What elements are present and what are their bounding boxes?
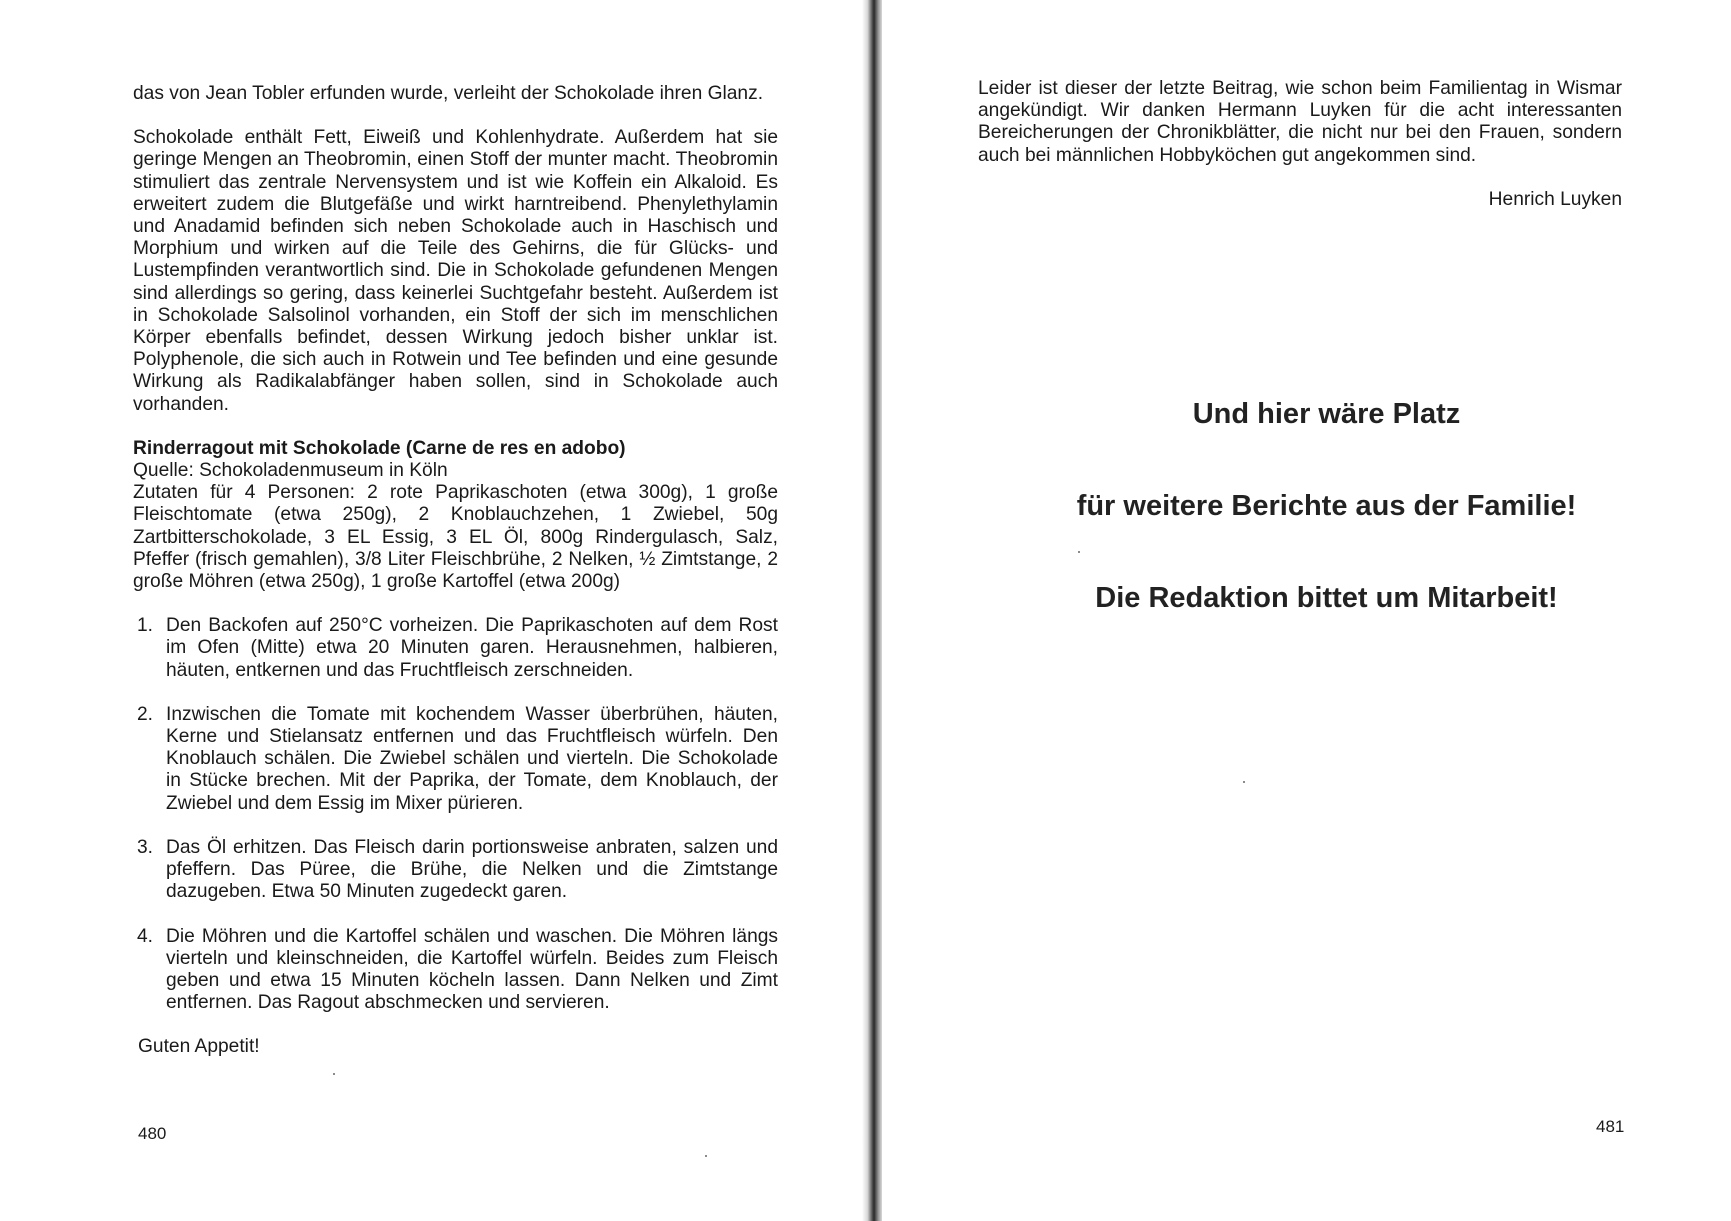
step-number: 2. xyxy=(137,703,154,725)
chocolate-info-paragraph: Schokolade enthält Fett, Eiweiß und Kohlenhydrate. Außerdem hat sie geringe Mengen an Theobromin, einen Stoff der munter macht. Theobromin stimuliert das zentrale Nervensystem und ist wie Koffein ein Alkaloid. Es erweitert zudem die Blutgefäße und wirkt harntreibend. Phenylethylamin und Anadamid befinden sich neben Schokolade auch in Haschisch und Morphium und wirken auf die Teile des Gehirns, die für Glücks- und Lustempfinden verantwortlich sind. Die in Schokolade gefundenen Mengen sind allerdings so gering, dass keinerlei Suchtgefahr besteht. Außerdem ist in Schokolade Salsolinol vorhanden, ein Stoff der sich im menschlichen Körper ebenfalls befindet, dessen Wirkung jedoch bisher unklar ist. Polyphenole, die sich auch in Rotwein und Tee befinden und eine gesunde Wirkung als Radikalabfänger haben sollen, sind in Schokolade auch vorhanden. xyxy=(133,127,778,415)
step-number: 3. xyxy=(137,836,154,858)
page-number-right: 481 xyxy=(1596,1117,1625,1136)
closing-paragraph: Leider ist dieser der letzte Beitrag, wie schon beim Familientag in Wismar angekündigt. Wir danken Hermann Luyken für die acht interessanten Bereicherungen der Chronikblätter, die nicht nur bei den Frauen, sondern auch bei männlichen Hobbyköchen gut angekommen sind. xyxy=(978,78,1622,166)
step-number: 4. xyxy=(137,925,154,947)
closing-line: Guten Appetit! xyxy=(138,1036,260,1058)
step-text: Den Backofen auf 250°C vorheizen. Die Paprikaschoten auf dem Rost im Ofen (Mitte) etwa 20 Minuten garen. Herausnehmen, halbieren, häuten, entkernen und das Fruchtfleisch zerschneiden. xyxy=(166,615,778,681)
recipe-steps xyxy=(133,615,778,1014)
step-text: Inzwischen die Tomate mit kochendem Wasser überbrühen, häuten, Kerne und Stielansatz entfernen und das Fruchtfleisch würfeln. Den Knoblauch schälen. Die Zwiebel schälen und vierteln. Die Schokolade in Stücke brechen. Mit der Paprika, der Tomate, dem Knoblauch, der Zwiebel und dem Essig im Mixer pürieren. xyxy=(166,703,778,814)
recipe-step xyxy=(133,704,778,815)
recipe-ingredients: Zutaten für 4 Personen: 2 rote Paprikaschoten (etwa 300g), 1 große Fleischtomate (etwa 250g), 2 Knoblauchzehen, 1 Zwiebel, 50g Zartbitterschokolade, 3 EL Essig, 3 EL Öl, 800g Rindergulasch, Salz, Pfeffer (frisch gemahlen), 3/8 Liter Fleischbrühe, 2 Nelken, ½ Zimtstange, 2 große Möhren (etwa 250g), 1 große Kartoffel (etwa 200g) xyxy=(133,482,778,593)
step-text: Die Möhren und die Kartoffel schälen und waschen. Die Möhren längs vierteln und kleinschneiden, die Kartoffel würfeln. Beides zum Fleisch geben und etwa 15 Minuten köcheln lassen. Dann Nelken und Zimt entfernen. Das Ragout abschmecken und servieren. xyxy=(166,925,778,1014)
recipe-step xyxy=(133,926,778,1015)
author-signature: Henrich Luyken xyxy=(1488,188,1622,210)
step-text: Das Öl erhitzen. Das Fleisch darin portionsweise anbraten, salzen und pfeffern. Das Püree, die Brühe, die Nelken und die Zimtstange dazugeben. Etwa 50 Minuten zugedeckt garen. xyxy=(166,836,778,903)
intro-paragraph: das von Jean Tobler erfunden wurde, verleiht der Schokolade ihren Glanz. xyxy=(133,83,764,104)
recipe-step xyxy=(133,837,778,904)
print-speck xyxy=(333,1073,335,1075)
announcement-line-1: Und hier wäre Platz xyxy=(1192,398,1461,430)
recipe-title: Rinderragout mit Schokolade (Carne de res en adobo) xyxy=(133,437,626,459)
step-number: 1. xyxy=(137,615,154,637)
page-number-left: 480 xyxy=(138,1124,167,1143)
announcement-line-2: für weitere Berichte aus der Familie! xyxy=(1076,490,1577,522)
right-text-column xyxy=(978,78,1622,211)
recipe-source: Quelle: Schokoladenmuseum in Köln xyxy=(133,460,448,482)
print-speck xyxy=(1243,781,1245,783)
right-page xyxy=(882,0,1731,1221)
recipe-step xyxy=(133,615,778,682)
book-gutter xyxy=(862,0,884,1221)
left-text-column xyxy=(133,83,778,1059)
print-speck xyxy=(1078,551,1080,553)
print-speck xyxy=(705,1155,707,1157)
announcement-line-3: Die Redaktion bittet um Mitarbeit! xyxy=(1095,582,1558,614)
